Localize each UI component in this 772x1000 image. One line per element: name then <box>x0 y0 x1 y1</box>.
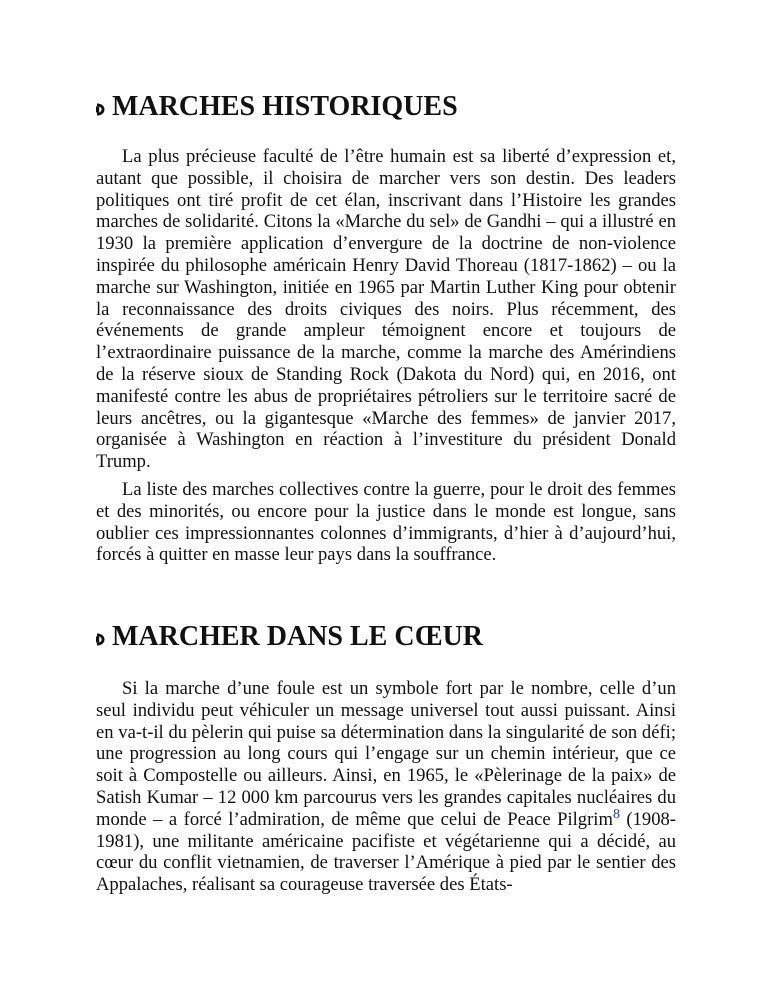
section-heading <box>96 90 676 124</box>
section-body <box>96 678 676 896</box>
section-marches-historiques <box>96 90 676 572</box>
paragraph-text: Si la marche d’une foule est un symbole fort par le nombre, celle d’un seul individu peut véhiculer un message universel tout aussi puissant. Ainsi en va-t-il du pèlerin qui puise sa détermination dans la singularité de son défi; une progression au long cours qui l’engage sur un chemin intérieur, que ce soit à Compostelle ou ailleurs. Ainsi, en 1965, le «Pèlerinage de la paix» de Satish Kumar – 12 000 km parcourus vers les grandes capitales nucléaires du monde – a forcé l’admiration, de même que celui de Peace Pilgrim <box>96 678 676 830</box>
section-heading <box>96 620 676 654</box>
half-disc-bullet-icon <box>96 633 105 646</box>
section-marcher-dans-le-coeur <box>96 620 676 902</box>
section-title: MARCHES HISTORIQUES <box>112 91 458 122</box>
paragraph: La plus précieuse faculté de l’être humain est sa liberté d’expression et, autant que possible, il choisira de marcher vers son destin. Des leaders politiques ont tiré profit de cet élan, inscrivant dans l’Histoire les grandes marches de solidarité. Citons la «Marche du sel» de Gandhi – qui a illustré en 1930 la première application d’envergure de la doctrine de non-violence inspirée du philosophe américain Henry David Thoreau (1817-1862) – ou la marche sur Washington, initiée en 1965 par Martin Luther King pour obtenir la reconnaissance des droits civiques des noirs. Plus récemment, des événements de grande ampleur témoignent encore et toujours de l’extraordinaire puissance de la marche, comme la marche des Amérindiens de la réserve sioux de Standing Rock (Dakota du Nord) qui, en 2016, ont manifesté contre les abus de propriétaires pétroliers sur le territoire sacré de leurs ancêtres, ou la gigantesque «Marche des femmes» de janvier 2017, organisée à Washington en réaction à l’investiture du président Donald Trump. <box>96 146 676 473</box>
section-body <box>96 146 676 566</box>
paragraph-text: (1908-1981), une militante américaine pacifiste et végétarienne qui a décidé, au cœur du conflit vietnamien, de traverser l’Amérique à pied par le sentier des Appalaches, réalisant sa courageuse traversée des États- <box>96 808 676 896</box>
half-disc-bullet-icon <box>96 103 105 116</box>
section-title: MARCHER DANS LE CŒUR <box>112 621 484 652</box>
footnote-link[interactable]: 8 <box>612 806 620 822</box>
paragraph: La liste des marches collectives contre la guerre, pour le droit des femmes et des minorités, ou encore pour la justice dans le monde est longue, sans oublier ces impressionnantes colonnes d’immigrants, d’hier à d’aujourd’hui, forcés à quitter en masse leur pays dans la souffrance. <box>96 478 676 566</box>
paragraph <box>96 678 676 896</box>
